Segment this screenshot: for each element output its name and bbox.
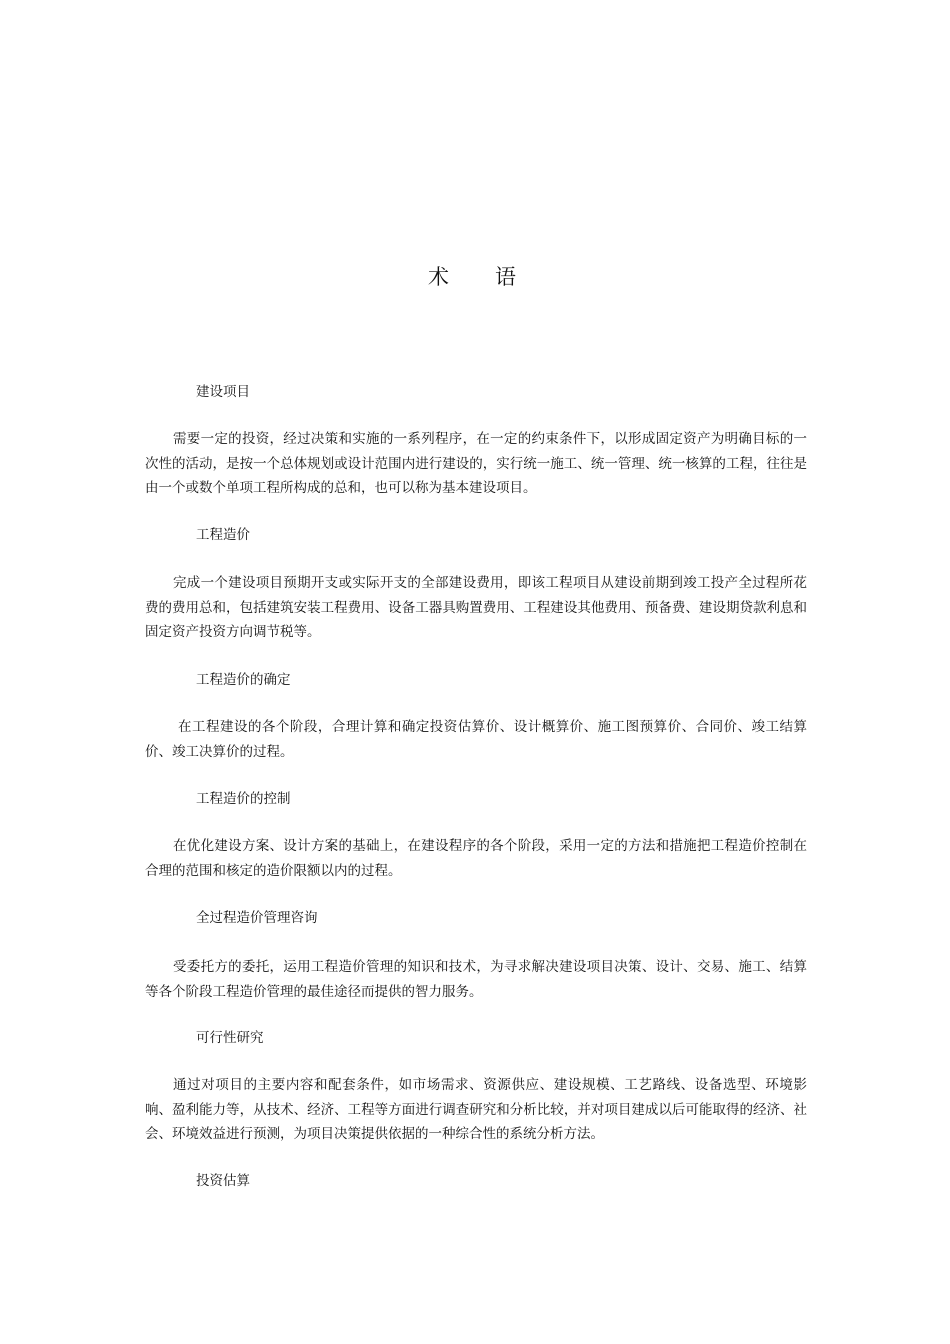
page-title: 术语 bbox=[428, 265, 562, 289]
term-definition-cost-determination: 在工程建设的各个阶段，合理计算和确定投资估算价、设计概算价、施工图预算价、合同价、竣工结算价、竣工决算价的过程。 bbox=[145, 719, 807, 760]
term-heading-full-process-consulting: 全过程造价管理咨询 bbox=[196, 910, 318, 926]
term-definition-project-cost: 完成一个建设项目预期开支或实际开支的全部建设费用，即该工程项目从建设前期到竣工投产全过程所花费的费用总和，包括建筑安装工程费用、设备工器具购置费用、工程建设其他费用、预备费、建设期贷款利息和固定资产投资方向调节税等。 bbox=[145, 575, 807, 640]
term-heading-cost-control: 工程造价的控制 bbox=[196, 791, 291, 807]
term-heading-investment-estimate: 投资估算 bbox=[196, 1173, 250, 1189]
term-heading-feasibility-study: 可行性研究 bbox=[196, 1030, 264, 1046]
term-heading-construction-project: 建设项目 bbox=[196, 384, 250, 400]
term-definition-construction-project: 需要一定的投资，经过决策和实施的一系列程序，在一定的约束条件下，以形成固定资产为明确目标的一次性的活动，是按一个总体规划或设计范围内进行建设的，实行统一施工、统一管理、统一核算的工程，往往是由一个或数个单项工程所构成的总和，也可以称为基本建设项目。 bbox=[145, 431, 807, 496]
term-heading-project-cost: 工程造价 bbox=[196, 527, 250, 543]
term-definition-full-process-consulting: 受委托方的委托，运用工程造价管理的知识和技术，为寻求解决建设项目决策、设计、交易、施工、结算等各个阶段工程造价管理的最佳途径而提供的智力服务。 bbox=[145, 959, 807, 1000]
term-definition-cost-control: 在优化建设方案、设计方案的基础上，在建设程序的各个阶段，采用一定的方法和措施把工程造价控制在合理的范围和核定的造价限额以内的过程。 bbox=[145, 838, 807, 879]
term-definition-feasibility-study: 通过对项目的主要内容和配套条件，如市场需求、资源供应、建设规模、工艺路线、设备选型、环境影响、盈利能力等，从技术、经济、工程等方面进行调查研究和分析比较，并对项目建成以后可能取得的经济、社会、环境效益进行预测，为项目决策提供依据的一种综合性的系统分析方法。 bbox=[145, 1077, 807, 1142]
term-heading-cost-determination: 工程造价的确定 bbox=[196, 672, 291, 688]
